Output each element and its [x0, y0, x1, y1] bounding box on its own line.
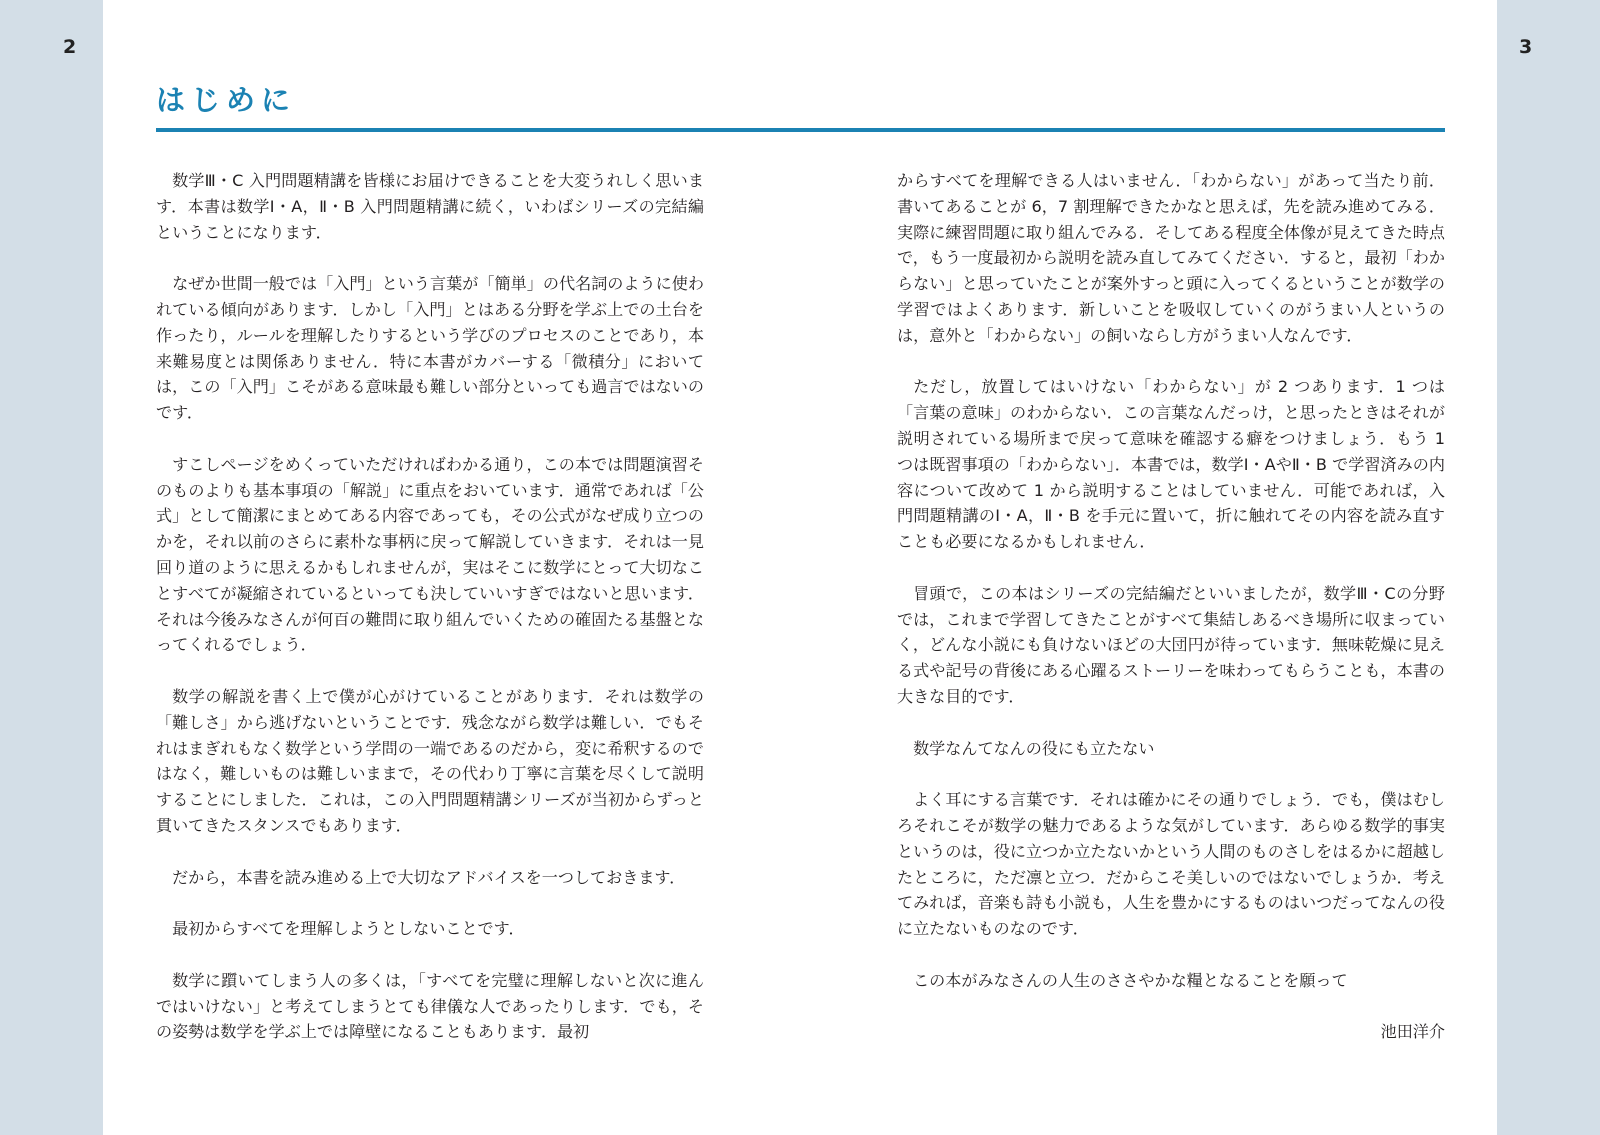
paragraph: 数学に躓いてしまう人の多くは，「すべてを完璧に理解しないと次に進んではいけない」と考えてしまうとても律儀な人であったりします．でも，その姿勢は数学を学ぶ上では障壁になることもあります．最初	[156, 970, 704, 1042]
paragraph: 数学Ⅲ・C 入門問題精講を皆様にお届けできることを大変うれしく思います．本書は数学Ⅰ・A，Ⅱ・B 入門問題精講に続く，いわばシリーズの完結編ということになります．	[156, 171, 704, 242]
page-heading: はじめに	[156, 83, 297, 117]
paragraph: だから，本書を読み進める上で大切なアドバイスを一つしておきます．	[172, 867, 686, 887]
paragraph: 冒頭で，この本はシリーズの完結編だといいましたが，数学Ⅲ・Cの分野では，これまで学習してきたことがすべて集結しあるべき場所に収まっていく，どんな小説にも負けないほどの大団円が待っています．無味乾燥に見える式や記号の背後にある心躍るストーリーを味わってもらうことも，本書の大きな目的です．	[897, 583, 1445, 706]
paragraph-continued: からすべてを理解できる人はいません．「わからない」があって当たり前．書いてあることが 6，7 割理解できたかなと思えば，先を読み進めてみる．実際に練習問題に取り組んでみる．そしてある程度全体像が見えてきた時点で，もう一度最初から説明を読み直してみてください．すると，最初「わからない」と思っていたことが案外すっと頭に入ってくるということが数学の学習ではよくあります．新しいことを吸収していくのがうまい人というのは，意外と「わからない」の飼いならし方がうまい人なんです．	[897, 171, 1445, 345]
paragraph: 最初からすべてを理解しようとしないことです．	[172, 919, 525, 939]
paragraph: 数学の解説を書く上で僕が心がけていることがあります．それは数学の「難しさ」から逃げないということです．残念ながら数学は難しい．でもそれはまぎれもなく数学という学問の一端であるのだから，変に希釈するのではなく，難しいものは難しいままで，その代わり丁寧に言葉を尽くして説明することにしました．これは，この入門問題精講シリーズが当初からずっと貫いてきたスタンスでもあります．	[156, 686, 704, 835]
paragraph: ただし，放置してはいけない「わからない」が 2 つあります．1 つは「言葉の意味」のわからない．この言葉なんだっけ，と思ったときはそれが説明されている場所まで戻って意味を確認する癖をつけましょう．もう 1 つは既習事項の「わからない」．本書では，数学Ⅰ・AやⅡ・B で学習済みの内容について改めて 1 から説明することはしていません．可能であれば，入門問題精講のⅠ・A，Ⅱ・B を手元に置いて，折に触れてその内容を読み直すことも必要になるかもしれません．	[897, 377, 1445, 552]
left-column	[156, 168, 704, 1071]
paragraph: よく耳にする言葉です．それは確かにその通りでしょう．でも，僕はむしろそれこそが数学の魅力であるような気がしています．あらゆる数学的事実というのは，役に立つか立たないかという人間のものさしをはるかに超越したところに，ただ凛と立つ．だからこそ美しいのではないでしょうか．考えてみれば，音楽も詩も小説も，人生を豊かにするものはいつだってなんの役に立たないものなのです．	[897, 790, 1445, 939]
right-column	[897, 168, 1445, 1071]
page-number-right: 3	[1519, 36, 1533, 58]
page-number-left: 2	[63, 36, 77, 58]
heading-rule	[156, 128, 1445, 132]
paragraph: この本がみなさんの人生のささやかな糧となることを願って	[913, 970, 1348, 990]
paragraph: すこしページをめくっていただければわかる通り，この本では問題演習そのものよりも基本事項の「解説」に重点をおいています．通常であれば「公式」として簡潔にまとめてある内容であっても，その公式がなぜ成り立つのかを，それ以前のさらに素朴な事柄に戻って解説していきます．それは一見回り道のように思えるかもしれませんが，実はそこに数学にとって大切なことすべてが凝縮されているといっても決していいすぎではないと思います．それは今後みなさんが何百の難問に取り組んでいくための確固たる基盤となってくれるでしょう．	[156, 454, 704, 655]
paragraph: なぜか世間一般では「入門」という言葉が「簡単」の代名詞のように使われている傾向があります．しかし「入門」とはある分野を学ぶ上での土台を作ったり，ルールを理解したりするという学びのプロセスのことであり，本来難易度とは関係ありません．特に本書がカバーする「微積分」においては，この「入門」こそがある意味最も難しい部分といっても過言ではないのです．	[156, 274, 704, 423]
paragraph: 数学なんてなんの役にも立たない	[913, 738, 1155, 758]
author-signature: 池田洋介	[1380, 1022, 1445, 1042]
